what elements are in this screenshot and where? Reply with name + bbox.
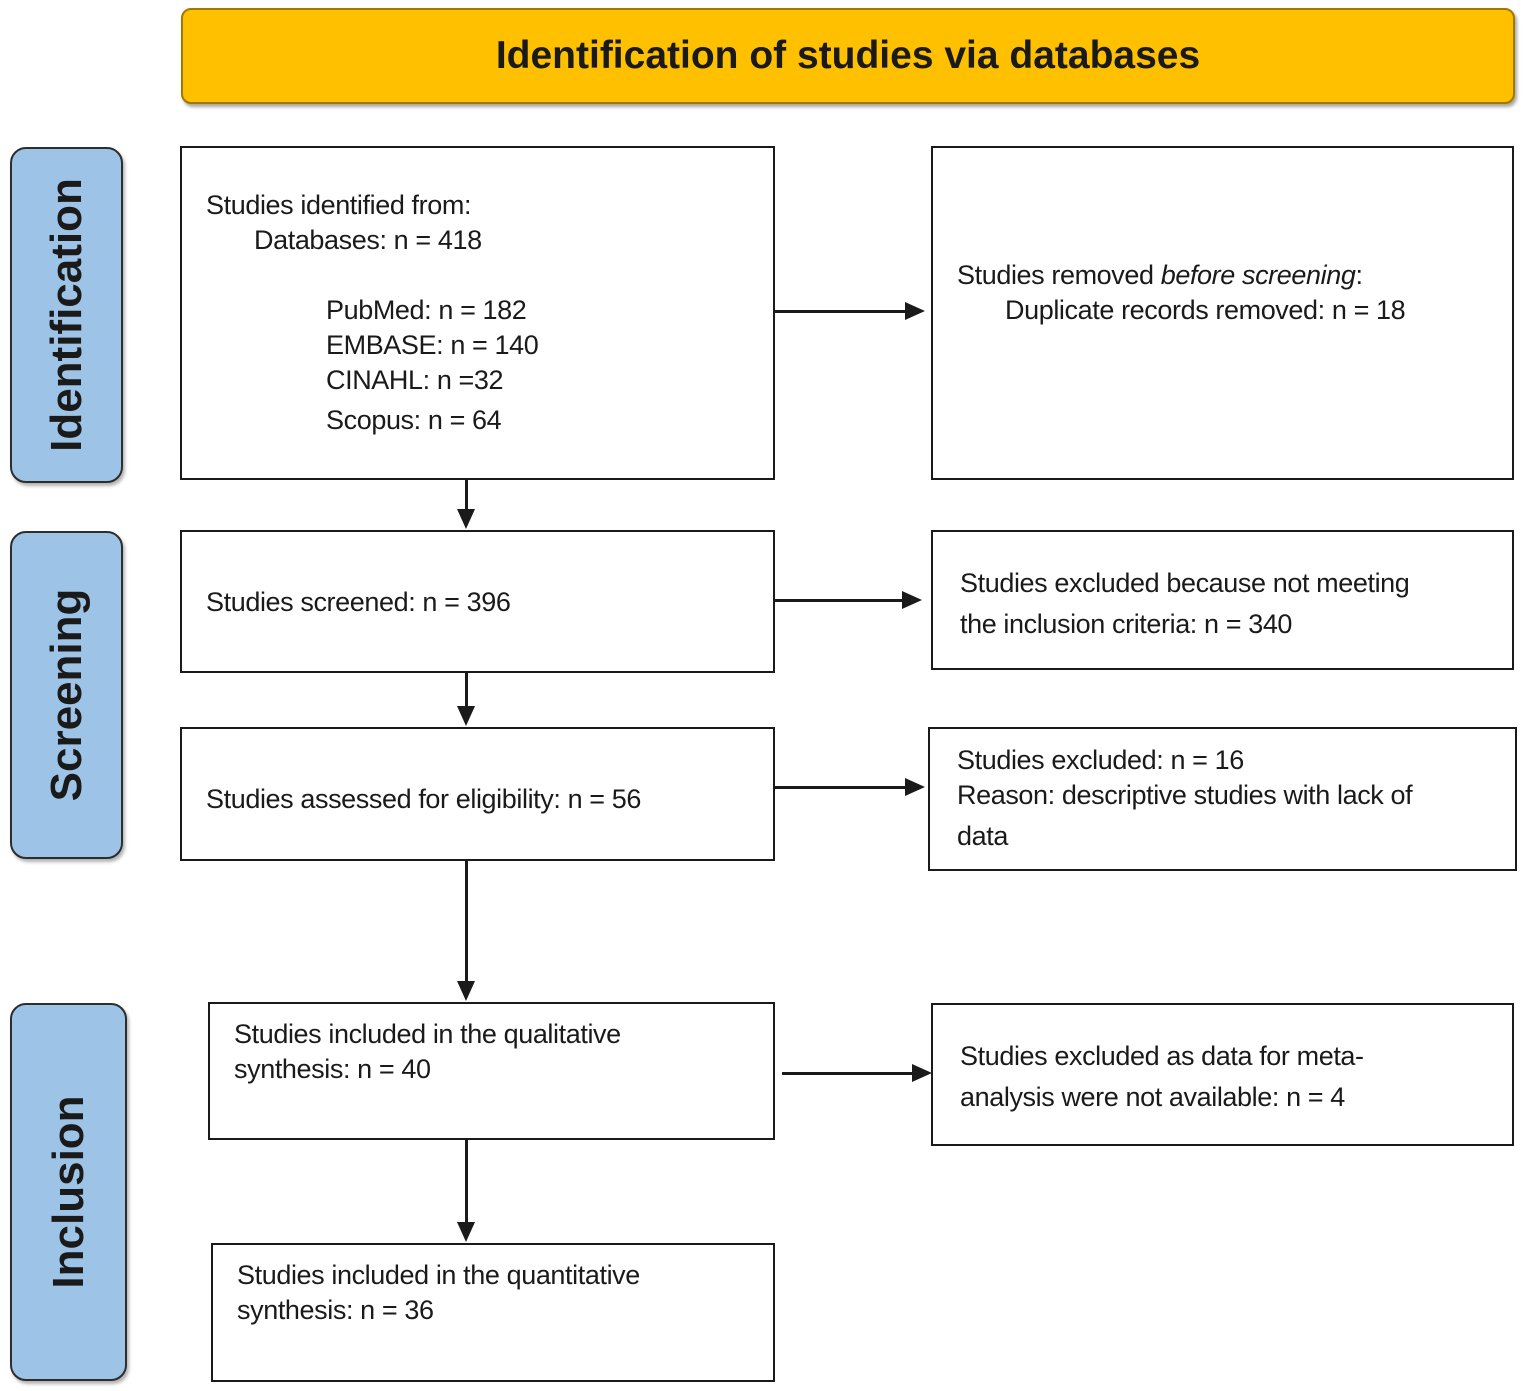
- arrow-eligibility-to-qualitative-head: [457, 981, 475, 1001]
- arrow-eligibility-to-excluded-head: [905, 778, 925, 796]
- identified-heading: Studies identified from:: [206, 190, 472, 220]
- phase-inclusion: [10, 1003, 127, 1381]
- quantitative-line2: synthesis: n = 36: [237, 1295, 434, 1325]
- qualitative-line2: synthesis: n = 40: [234, 1054, 431, 1084]
- arrow-screened-to-excluded-shaft: [775, 599, 903, 602]
- phase-identification: [10, 147, 123, 483]
- removed-duplicates: Duplicate records removed: n = 18: [1005, 295, 1406, 325]
- quantitative-box: [211, 1243, 775, 1382]
- removed-box: [931, 146, 1514, 480]
- identified-embase: EMBASE: n = 140: [326, 330, 539, 360]
- removed-prefix: Studies removed: [957, 260, 1161, 290]
- excluded-criteria-line1: Studies excluded because not meeting: [960, 568, 1410, 598]
- screened-box: [180, 530, 775, 673]
- removed-heading: [957, 258, 1363, 293]
- header-title: Identification of studies via databases: [495, 34, 1201, 77]
- header-banner: [181, 8, 1515, 104]
- arrow-qualitative-to-quantitative-head: [457, 1222, 475, 1242]
- phase-inclusion-label: Inclusion: [43, 1095, 93, 1289]
- phase-screening-label: Screening: [41, 588, 91, 802]
- arrow-identified-to-removed-shaft: [775, 310, 906, 313]
- qualitative-box: [208, 1002, 775, 1140]
- arrow-identified-to-screened-head: [457, 509, 475, 529]
- arrow-qualitative-to-excluded-head: [912, 1064, 932, 1082]
- identified-databases: Databases: n = 418: [254, 225, 482, 255]
- phase-identification-label: Identification: [41, 178, 91, 452]
- removed-suffix: :: [1355, 260, 1363, 290]
- excluded-criteria-box: [931, 530, 1514, 670]
- arrow-screened-to-excluded-head: [902, 591, 922, 609]
- excluded-descriptive-line2: Reason: descriptive studies with lack of: [957, 780, 1413, 810]
- excluded-meta-box: [931, 1003, 1514, 1146]
- quantitative-line1: Studies included in the quantitative: [237, 1260, 640, 1290]
- identified-scopus: Scopus: n = 64: [326, 405, 502, 435]
- phase-screening: [10, 531, 123, 859]
- arrow-screened-to-eligibility-head: [457, 706, 475, 726]
- excluded-descriptive-line3: data: [957, 821, 1008, 851]
- eligibility-box: [180, 727, 775, 861]
- arrow-identified-to-removed-head: [905, 302, 925, 320]
- arrow-identified-to-screened-shaft: [465, 480, 468, 510]
- arrow-eligibility-to-excluded-shaft: [775, 786, 906, 789]
- eligibility-text: Studies assessed for eligibility: n = 56: [206, 784, 641, 814]
- excluded-criteria-line2: the inclusion criteria: n = 340: [960, 609, 1293, 639]
- arrow-qualitative-to-quantitative-shaft: [465, 1140, 468, 1223]
- arrow-screened-to-eligibility-shaft: [465, 673, 468, 707]
- screened-text: Studies screened: n = 396: [206, 587, 511, 617]
- identified-pubmed: PubMed: n = 182: [326, 295, 527, 325]
- arrow-qualitative-to-excluded-shaft: [782, 1072, 913, 1075]
- identified-box: [180, 146, 775, 480]
- arrow-eligibility-to-qualitative-shaft: [465, 861, 468, 982]
- excluded-meta-line2: analysis were not available: n = 4: [960, 1082, 1345, 1112]
- removed-emphasis: before screening: [1160, 260, 1356, 290]
- excluded-meta-line1: Studies excluded as data for meta-: [960, 1041, 1364, 1071]
- excluded-descriptive-line1: Studies excluded: n = 16: [957, 745, 1244, 775]
- qualitative-line1: Studies included in the qualitative: [234, 1019, 621, 1049]
- identified-cinahl: CINAHL: n =32: [326, 365, 504, 395]
- excluded-descriptive-box: [928, 727, 1517, 871]
